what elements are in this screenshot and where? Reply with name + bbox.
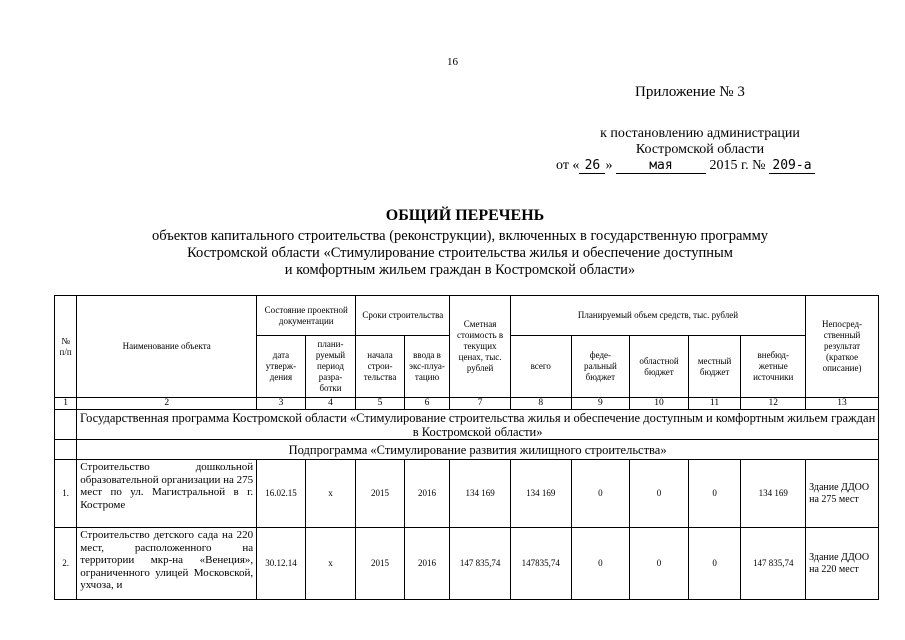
date-prefix: от « xyxy=(556,158,580,173)
resolution-date-line xyxy=(556,158,815,174)
header-local: местный бюджет xyxy=(688,336,741,398)
resolution-line-2: Костромской области xyxy=(635,142,765,157)
row-planned-period: х xyxy=(305,528,356,600)
header-planned-period: плани-руемый период разра-ботки xyxy=(305,336,356,398)
resolution-number: 209-а xyxy=(769,159,815,174)
resolution-block xyxy=(570,126,830,158)
date-year: 2015 г. № xyxy=(709,158,766,173)
row-extrabudget: 147 835,74 xyxy=(741,528,806,600)
subtitle-line-1: объектов капитального строительства (реконструкции), включенных в государственную программу xyxy=(152,228,768,244)
subtitle-line-3: и комфортным жильем граждан в Костромской области» xyxy=(284,262,636,278)
row-estimated-cost: 147 835,74 xyxy=(450,528,511,600)
row-start: 2015 xyxy=(356,460,405,528)
row-result: Здание ДДОО на 275 мест xyxy=(806,460,879,528)
subprogram-row xyxy=(55,440,879,460)
header-extrabudget: внебюд-жетные источники xyxy=(741,336,806,398)
column-number: 12 xyxy=(741,398,806,410)
table-row xyxy=(55,528,879,600)
row-total: 134 169 xyxy=(510,460,571,528)
column-number: 5 xyxy=(356,398,405,410)
header-commissioning: ввода в экс-плуа-тацию xyxy=(404,336,449,398)
header-design-state: Состояние проектной документации xyxy=(257,296,356,336)
column-number: 11 xyxy=(688,398,741,410)
resolution-line-1: к постановлению администрации xyxy=(600,126,800,141)
document-subtitle xyxy=(60,228,860,279)
row-object-name: Строительство дошкольной образовательной организации на 275 мест по ул. Магистральной в г. Костроме xyxy=(77,460,257,528)
objects-table xyxy=(54,295,879,600)
column-number: 6 xyxy=(404,398,449,410)
header-estimated-cost: Сметная стоимость в текущих ценах, тыс. рублей xyxy=(450,296,511,398)
row-regional: 0 xyxy=(630,460,689,528)
row-approval-date: 16.02.15 xyxy=(257,460,306,528)
row-commissioning: 2016 xyxy=(404,528,449,600)
header-terms: Сроки строительства xyxy=(356,296,450,336)
header-total: всего xyxy=(510,336,571,398)
header-result: Непосред-ственный результат (краткое описание) xyxy=(806,296,879,398)
row-planned-period: х xyxy=(305,460,356,528)
row-total: 147835,74 xyxy=(510,528,571,600)
column-number: 9 xyxy=(571,398,630,410)
row-approval-date: 30.12.14 xyxy=(257,528,306,600)
row-local: 0 xyxy=(688,528,741,600)
row-no: 2. xyxy=(55,528,77,600)
appendix-label: Приложение № 3 xyxy=(635,84,745,100)
document-title: ОБЩИЙ ПЕРЕЧЕНЬ xyxy=(385,207,545,224)
program-row xyxy=(55,410,879,440)
table-row xyxy=(55,460,879,528)
row-regional: 0 xyxy=(630,528,689,600)
row-object-name: Строительство детского сада на 220 мест, расположенного на территории мкр-на «Венеция», ограниченного улицей Московской, ухчоза, и xyxy=(77,528,257,600)
row-no: 1. xyxy=(55,460,77,528)
column-number: 10 xyxy=(630,398,689,410)
column-number: 1 xyxy=(55,398,77,410)
column-number: 13 xyxy=(806,398,879,410)
row-federal: 0 xyxy=(571,528,630,600)
header-no: № п/п xyxy=(55,296,77,398)
header-row-1 xyxy=(55,296,879,336)
column-number-row xyxy=(55,398,879,410)
row-commissioning: 2016 xyxy=(404,460,449,528)
date-day: 26 xyxy=(579,159,605,174)
header-name: Наименование объекта xyxy=(77,296,257,398)
program-row-spacer xyxy=(55,410,77,440)
subtitle-line-2: Костромской области «Стимулирование строительства жилья и обеспечение доступным xyxy=(187,245,733,261)
header-approval-date: дата утверж-дения xyxy=(257,336,306,398)
column-number: 3 xyxy=(257,398,306,410)
column-number: 2 xyxy=(77,398,257,410)
row-federal: 0 xyxy=(571,460,630,528)
date-mid: » xyxy=(605,158,613,173)
header-regional: областной бюджет xyxy=(630,336,689,398)
page-number: 16 xyxy=(447,56,458,68)
subprogram-row-spacer xyxy=(55,440,77,460)
program-title: Государственная программа Костромской области «Стимулирование строительства жилья и обеспечение доступным и комфортным жильем граждан в Костромской области» xyxy=(77,410,879,440)
header-planned-funds: Планируемый объем средств, тыс. рублей xyxy=(510,296,805,336)
row-start: 2015 xyxy=(356,528,405,600)
row-result: Здание ДДОО на 220 мест xyxy=(806,528,879,600)
column-number: 7 xyxy=(450,398,511,410)
row-local: 0 xyxy=(688,460,741,528)
column-number: 8 xyxy=(510,398,571,410)
row-estimated-cost: 134 169 xyxy=(450,460,511,528)
row-extrabudget: 134 169 xyxy=(741,460,806,528)
column-number: 4 xyxy=(305,398,356,410)
subprogram-title: Подпрограмма «Стимулирование развития жилищного строительства» xyxy=(77,440,879,460)
header-federal: феде-ральный бюджет xyxy=(571,336,630,398)
date-month: мая xyxy=(616,159,706,174)
header-start: начала строи-тельства xyxy=(356,336,405,398)
